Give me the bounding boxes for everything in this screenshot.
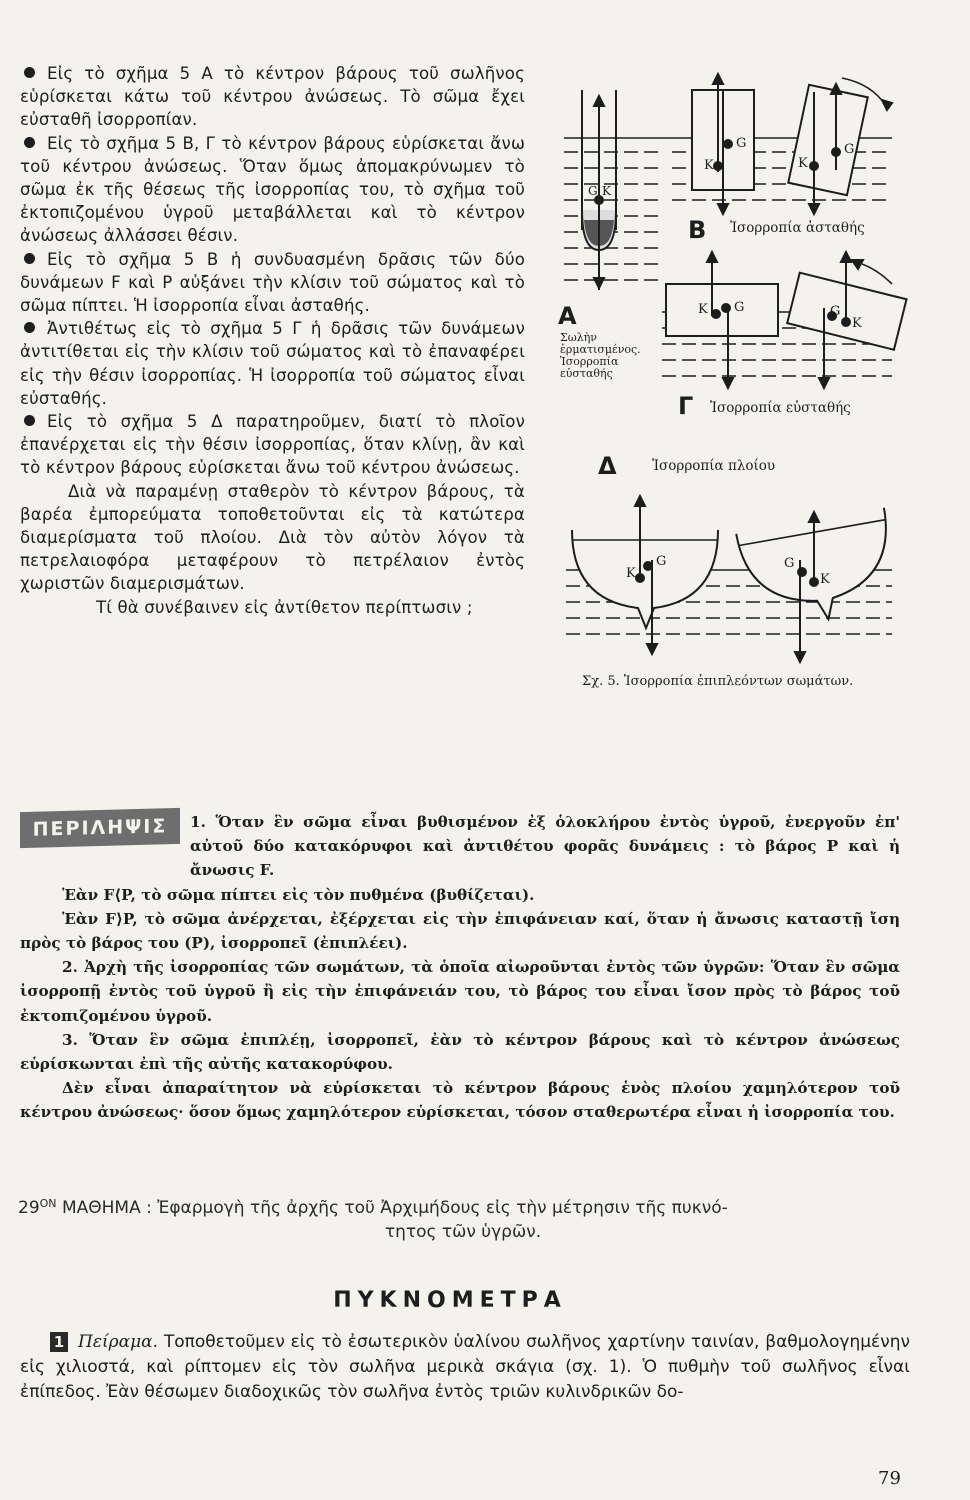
lesson-title-line-1: ΜΑΘΗΜΑ : Ἐφαρμογὴ τῆς ἀρχῆς τοῦ Ἀρχιμήδους εἰς τὴν μέτρησιν τῆς πυκνό- bbox=[61, 1198, 728, 1218]
bullet-icon bbox=[24, 67, 35, 78]
experiment-paragraph bbox=[20, 1330, 910, 1405]
label-g: G bbox=[784, 556, 795, 571]
experiment-text: Τοποθετοῦμεν εἰς τὸ ἐσωτερικὸν ὑαλίνου σωλῆνος χαρτίνην ταινίαν, βαθμολογημένην εἰς χιλιοστά, καὶ ρίπτομεν εἰς τὸν σωλῆνα μερικὰ σκάγια (σχ. 1). Ὁ πυθμὴν τοῦ σωλῆνος εἶναι ἐπίπεδος. Ἐὰν θέσωμεν διαδοχικῶς τὸν σωλῆνα ἐντὸς τριῶν κυλινδρικῶν δο- bbox=[20, 1332, 910, 1402]
label-g: G bbox=[736, 136, 747, 151]
figure-drawing bbox=[552, 60, 917, 700]
lesson-number: 29 bbox=[18, 1198, 40, 1218]
experiment-label: Πείραμα. bbox=[78, 1332, 159, 1352]
bullet-icon bbox=[24, 322, 35, 333]
figure-caption: Σχ. 5. Ἰσορροπία ἐπιπλεόντων σωμάτων. bbox=[582, 674, 854, 689]
left-column-text bbox=[20, 62, 525, 619]
label-g: G bbox=[588, 184, 598, 198]
summary-section bbox=[20, 810, 900, 1125]
paragraph-2: Εἰς τὸ σχῆμα 5 Β, Γ τὸ κέντρον βάρους εὑρίσκεται ἄνω τοῦ κέντρου ἀνώσεως. Ὅταν ὅμως ἀπομακρύνωμεν τὸ σῶμα ἐκ τῆς θέσεως τῆς ἰσορροπίας του, τὸ σχῆμα τοῦ ἐκτοπιζομένου ὑγροῦ μεταβάλλεται καὶ τὸ κέντρον ἀνώσεως ἀλλάσσει θέσιν. bbox=[20, 133, 525, 246]
caption-unstable: Ἰσορροπία ἀσταθής bbox=[730, 220, 865, 236]
summary-point-1: 1. Ὅταν ἓν σῶμα εἶναι βυθισμένον ἐξ ὁλοκλήρου ἐντὸς ὑγροῦ, ἐνεργοῦν ἐπ' αὐτοῦ δύο κατακόρυφοι καὶ ἀντιθέτου φορᾶς δυνάμεις : τὸ βάρος P καὶ ἡ ἄνωσις F. bbox=[190, 813, 900, 880]
experiment-section bbox=[20, 1330, 910, 1405]
experiment-number-badge: 1 bbox=[50, 1332, 68, 1352]
label-g: G bbox=[734, 300, 745, 315]
label-k: K bbox=[626, 566, 636, 581]
page-number: 79 bbox=[878, 1468, 901, 1489]
lesson-number-suffix: ΟΝ bbox=[39, 1197, 57, 1210]
label-g: G bbox=[844, 142, 855, 157]
figure-label-b: Β bbox=[688, 216, 707, 244]
summary-point-2: 2. Ἀρχὴ τῆς ἰσορροπίας τῶν σωμάτων, τὰ ὁποῖα αἰωροῦνται ἐντὸς τῶν ὑγρῶν: Ὅταν ἓν σῶμα ἰσορροπῇ ἐντὸς τοῦ ὑγροῦ ἢ εἰς τὴν ἐπιφάνειάν του, τὸ βάρος του εἶναι ἴσον πρὸς τὸ βάρος τοῦ ἐκτοπιζομένου ὑγροῦ. bbox=[20, 958, 900, 1025]
bullet-icon bbox=[24, 415, 35, 426]
label-k: K bbox=[852, 316, 862, 331]
paragraph-6: Διὰ νὰ παραμένῃ σταθερὸν τὸ κέντρον βάρους, τὰ βαρέα ἐμπορεύματα τοποθετοῦνται εἰς τὰ κατώτερα διαμερίσματα τοῦ πλοίου. Διὰ τὸν αὐτὸν λόγον τὰ πετρελαιοφόρα μεταφέρουν τὸ πετρέλαιον ἐντὸς χωριστῶν διαμερισμάτων. bbox=[20, 481, 525, 594]
summary-case-float: Ἐὰν F⟩P, τὸ σῶμα ἀνέρχεται, ἐξέρχεται εἰς τὴν ἐπιφάνειαν καί, ὅταν ἡ ἄνωσις καταστῇ ἴση πρὸς τὸ βάρος του (P), ἰσορροπεῖ (ἐπιπλέει). bbox=[20, 909, 900, 953]
paragraph-7: Τί θὰ συνέβαινεν εἰς ἀντίθετον περίπτωσιν ; bbox=[96, 597, 473, 617]
lesson-title-line-2: τητος τῶν ὑγρῶν. bbox=[384, 1222, 542, 1242]
summary-point-3: 3. Ὅταν ἓν σῶμα ἐπιπλέῃ, ἰσορροπεῖ, ἐὰν τὸ κέντρον βάρους καὶ τὸ κέντρον ἀνώσεως εὑρίσκωνται ἐπὶ τῆς αὐτῆς κατακορύφου. bbox=[20, 1030, 900, 1074]
paragraph-1: Εἰς τὸ σχῆμα 5 Α τὸ κέντρον βάρους τοῦ σωλῆνος εὑρίσκεται κάτω τοῦ κέντρου ἀνώσεως. Τὸ σῶμα ἔχει εὐσταθῆ ἰσορροπίαν. bbox=[20, 64, 525, 130]
label-k: K bbox=[820, 572, 830, 587]
summary-note: Δὲν εἶναι ἀπαραίτητον νὰ εὑρίσκεται τὸ κέντρον βάρους ἑνὸς πλοίου χαμηλότερον τοῦ κέντρου ἀνώσεως· ὅσον ὅμως χαμηλότερον εὑρίσκεται, τόσον σταθερωτέρα εἶναι ἡ ἰσορροπία του. bbox=[20, 1079, 900, 1122]
section-heading: ΠΥΚΝΟΜΕΤΡΑ bbox=[333, 1288, 567, 1313]
lesson-title bbox=[18, 1192, 908, 1244]
caption-stable: Ἰσορροπία εὐσταθής bbox=[710, 400, 851, 416]
paragraph-3: Εἰς τὸ σχῆμα 5 Β ἡ συνδυασμένη δρᾶσις τῶν δύο δυνάμεων F καὶ P αὐξάνει τὴν κλίσιν τοῦ σώματος καὶ τὸ σῶμα πίπτει. Ἡ ἰσορροπία εἶναι ἀσταθής. bbox=[20, 249, 525, 316]
figure-label-g: Γ bbox=[678, 392, 694, 420]
figure-5 bbox=[552, 60, 917, 700]
summary-badge: ΠΕΡΙΛΗΨΙΣ bbox=[20, 808, 180, 848]
caption-ship: Ἰσορροπία πλοίου bbox=[652, 458, 776, 474]
tube-caption: Σωλὴν ἑρματισμένος. Ἰσορροπία εὐσταθής bbox=[560, 331, 641, 380]
summary-case-sink: Ἐὰν F⟨P, τὸ σῶμα πίπτει εἰς τὸν πυθμένα (βυθίζεται). bbox=[62, 885, 535, 904]
label-k: K bbox=[602, 184, 611, 198]
paragraph-4: Ἀντιθέτως εἰς τὸ σχῆμα 5 Γ ἡ δρᾶσις τῶν δυνάμεων ἀντιτίθεται εἰς τὴν κλίσιν τοῦ σώματος καὶ τὸ ἐπαναφέρει εἰς τὴν θέσιν ἰσορροπίας. Ἡ ἰσορροπία τοῦ σώματος εἶναι εὐσταθής. bbox=[20, 319, 525, 408]
label-g: G bbox=[656, 554, 667, 569]
label-g: G bbox=[830, 304, 841, 319]
paragraph-5: Εἰς τὸ σχῆμα 5 Δ παρατηροῦμεν, διατί τὸ πλοῖον ἐπανέρχεται εἰς τὴν θέσιν ἰσορροπίας, ὅταν κλίνῃ, ἂν καὶ τὸ κέντρον βάρους εὑρίσκεται ἄνω τοῦ κέντρου ἀνώσεως. bbox=[20, 412, 525, 478]
bullet-icon bbox=[24, 253, 35, 264]
figure-label-a: Α bbox=[558, 302, 577, 330]
label-k: K bbox=[798, 156, 808, 171]
label-k: K bbox=[698, 302, 708, 317]
label-k: K bbox=[704, 158, 714, 173]
bullet-icon bbox=[24, 137, 35, 148]
figure-label-d: Δ bbox=[598, 452, 617, 480]
